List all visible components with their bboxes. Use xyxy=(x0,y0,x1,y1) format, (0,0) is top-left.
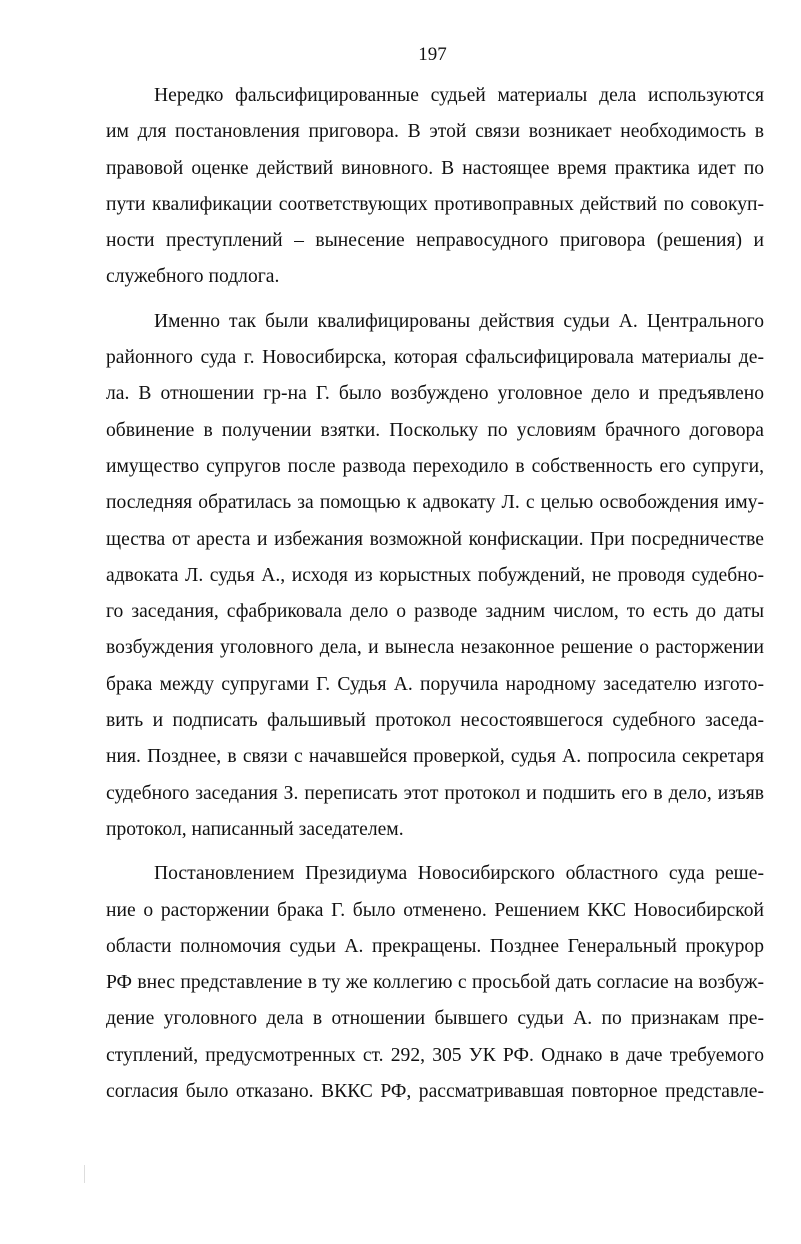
text-line: Именно так были квалифицированы действия судьи А. Центрального xyxy=(154,310,764,332)
text-line: ла. В отношении гр-на Г. было возбуждено уголовное дело и предъявлено xyxy=(106,383,764,405)
text-line: РФ внес представление в ту же коллегию с просьбой дать согласие на возбуж- xyxy=(106,972,764,994)
text-line: области полномочия судьи А. прекращены. Позднее Генеральный прокурор xyxy=(106,935,764,957)
body-text xyxy=(106,78,764,1110)
text-line: правовой оценке действий виновного. В настоящее время практика идет по xyxy=(106,157,764,179)
text-line: пути квалификации соответствующих противоправных действий по совокуп- xyxy=(106,193,764,215)
text-line: брака между супругами Г. Судья А. поручила народному заседателю изгото- xyxy=(106,673,764,695)
scan-margin-mark xyxy=(84,1165,85,1183)
text-line: щества от ареста и избежания возможной конфискации. При посредничестве xyxy=(106,528,764,550)
text-line: судебного заседания З. переписать этот протокол и подшить его в дело, изъяв xyxy=(106,782,764,804)
text-line: последняя обратилась за помощью к адвокату Л. с целью освобождения иму- xyxy=(106,492,764,514)
text-line: ние о расторжении брака Г. было отменено. Решением ККС Новосибирской xyxy=(106,899,764,921)
text-line: вить и подписать фальшивый протокол несостоявшегося судебного заседа- xyxy=(106,710,764,732)
text-line: согласия было отказано. ВККС РФ, рассматривавшая повторное представле- xyxy=(106,1081,764,1103)
text-line: го заседания, сфабриковала дело о разводе задним числом, то есть до даты xyxy=(106,601,764,623)
text-line: протокол, написанный заседателем. xyxy=(106,818,404,840)
text-line: служебного подлога. xyxy=(106,266,280,288)
page-number: 197 xyxy=(418,44,447,65)
text-line: обвинение в получении взятки. Поскольку по условиям брачного договора xyxy=(106,419,764,441)
text-line: Постановлением Президиума Новосибирского областного суда реше- xyxy=(154,863,764,885)
text-line: районного суда г. Новосибирска, которая сфальсифицировала материалы де- xyxy=(106,347,764,369)
paragraph-3 xyxy=(106,856,764,1110)
text-line: адвоката Л. судья А., исходя из корыстных побуждений, не проводя судебно- xyxy=(106,564,764,586)
text-line: ступлений, предусмотренных ст. 292, 305 УК РФ. Однако в даче требуемого xyxy=(106,1044,764,1066)
text-line: Нередко фальсифицированные судьей материалы дела используются xyxy=(154,85,764,106)
text-line: им для постановления приговора. В этой связи возникает необходимость в xyxy=(106,121,764,143)
text-line: ности преступлений – вынесение неправосудного приговора (решения) и xyxy=(106,230,764,252)
paragraph-2 xyxy=(106,304,764,848)
text-line: ния. Позднее, в связи с начавшейся проверкой, судья А. попросила секретаря xyxy=(106,746,764,768)
paragraph-1 xyxy=(106,78,764,296)
text-line: возбуждения уголовного дела, и вынесла незаконное решение о расторжении xyxy=(106,637,764,659)
text-line: имущество супругов после развода переходило в собственность его супруги, xyxy=(106,455,764,477)
text-line: дение уголовного дела в отношении бывшего судьи А. по признакам пре- xyxy=(106,1008,764,1030)
